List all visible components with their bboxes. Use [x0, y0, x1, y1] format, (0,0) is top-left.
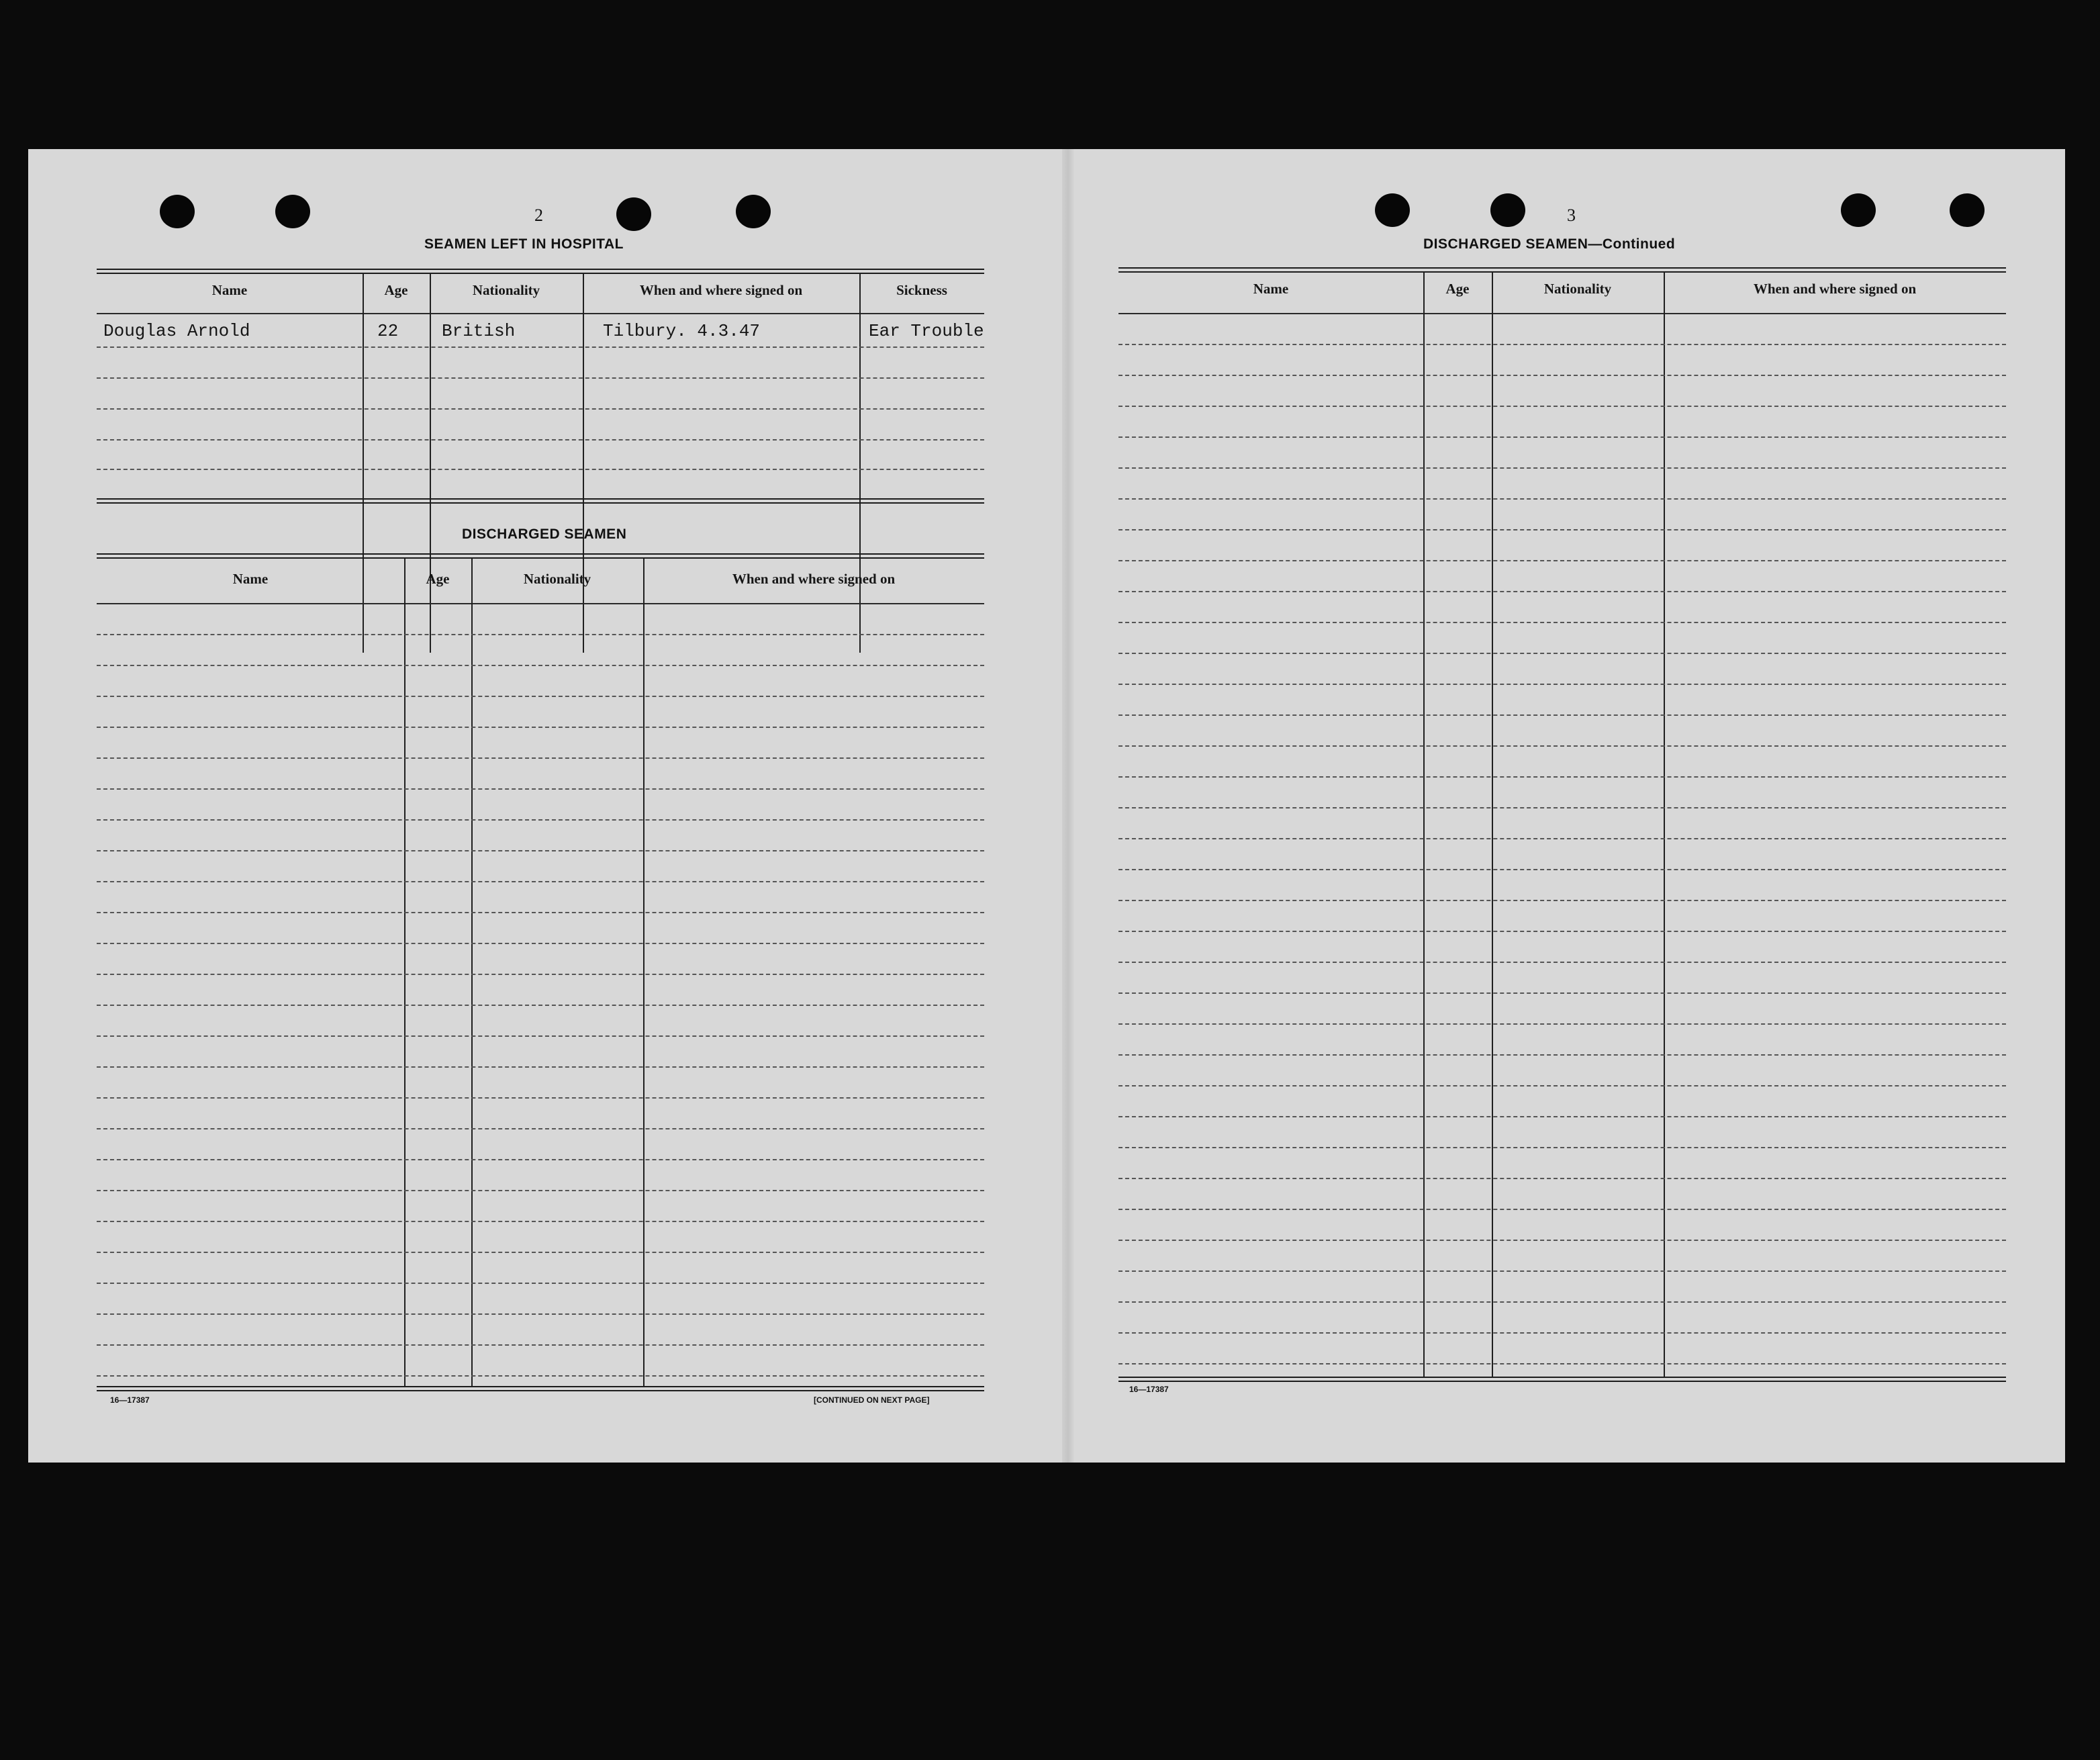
- col-header-nationality: Nationality: [472, 282, 540, 298]
- row-rule: [97, 1097, 984, 1099]
- row-rule: [1118, 529, 2006, 530]
- row-rule: [97, 1190, 984, 1191]
- row-rule: [97, 1313, 984, 1315]
- row-rule: [1118, 992, 2006, 994]
- section-title-discharged-continued: DISCHARGED SEAMEN—Continued: [1423, 236, 1676, 252]
- row-rule: [1118, 714, 2006, 716]
- row-rule: [97, 634, 984, 635]
- row-rule: [1118, 1178, 2006, 1179]
- row-rule: [1118, 1209, 2006, 1210]
- cell-signed-on: Tilbury. 4.3.47: [603, 321, 761, 341]
- row-rule: [97, 788, 984, 790]
- page-fold: [1062, 149, 1074, 1463]
- row-rule: [1118, 1240, 2006, 1241]
- page-number: 3: [1567, 205, 1576, 225]
- header-rule: [97, 313, 984, 314]
- row-rule: [97, 439, 984, 441]
- row-rule: [1118, 591, 2006, 592]
- row-rule: [1118, 406, 2006, 407]
- row-rule: [1118, 807, 2006, 808]
- row-rule: [1118, 838, 2006, 839]
- continued-note: [CONTINUED ON NEXT PAGE]: [814, 1395, 930, 1405]
- row-rule: [97, 819, 984, 821]
- cell-nationality: British: [442, 321, 516, 341]
- punch-hole: [736, 195, 771, 228]
- row-rule: [1118, 436, 2006, 438]
- row-rule: [97, 1128, 984, 1129]
- table-top-rule: [97, 269, 984, 270]
- col-header-age: Age: [384, 282, 408, 298]
- row-rule: [97, 850, 984, 851]
- row-rule: [1118, 1054, 2006, 1056]
- row-rule: [1118, 1363, 2006, 1364]
- punch-hole: [275, 195, 310, 228]
- column-divider: [363, 273, 364, 653]
- row-rule: [97, 727, 984, 728]
- row-rule: [97, 943, 984, 944]
- table-top-rule: [97, 553, 984, 555]
- table-top-rule: [1118, 267, 2006, 269]
- punch-hole: [1950, 193, 1985, 227]
- row-rule: [97, 346, 984, 348]
- row-rule: [97, 1344, 984, 1346]
- header-rule: [97, 603, 984, 604]
- row-rule: [1118, 1270, 2006, 1272]
- row-rule: [97, 1035, 984, 1037]
- row-rule: [1118, 622, 2006, 623]
- col-header-name: Name: [232, 571, 269, 587]
- punch-hole: [616, 197, 651, 231]
- row-rule: [97, 912, 984, 913]
- row-rule: [97, 377, 984, 379]
- row-rule: [1118, 344, 2006, 345]
- row-rule: [1118, 684, 2006, 685]
- col-header-sickness: Sickness: [896, 282, 947, 298]
- row-rule: [97, 1221, 984, 1222]
- document-sheet: [28, 149, 2065, 1463]
- section-title-hospital: SEAMEN LEFT IN HOSPITAL: [424, 236, 624, 252]
- form-code: 16—17387: [1129, 1385, 1169, 1394]
- col-header-age: Age: [426, 571, 450, 587]
- column-divider: [859, 273, 861, 653]
- row-rule: [1118, 1085, 2006, 1086]
- table-bottom-rule: [97, 1386, 984, 1387]
- row-rule: [97, 1005, 984, 1006]
- row-rule: [1118, 498, 2006, 500]
- col-header-name: Name: [1253, 281, 1289, 297]
- column-divider: [430, 273, 431, 653]
- col-header-name: Name: [211, 282, 248, 298]
- page-number: 2: [534, 205, 543, 225]
- row-rule: [97, 469, 984, 470]
- row-rule: [97, 1066, 984, 1068]
- column-divider: [404, 559, 405, 1386]
- table-bottom-rule: [97, 498, 984, 500]
- punch-hole: [1841, 193, 1876, 227]
- row-rule: [97, 881, 984, 882]
- row-rule: [1118, 375, 2006, 376]
- cell-age: 22: [377, 321, 399, 341]
- row-rule: [97, 665, 984, 666]
- cell-name: Douglas Arnold: [103, 321, 250, 341]
- punch-hole: [1375, 193, 1410, 227]
- col-header-signed-on: When and where signed on: [732, 571, 896, 587]
- section-title-discharged: DISCHARGED SEAMEN: [462, 526, 627, 542]
- column-divider: [583, 273, 584, 653]
- row-rule: [1118, 962, 2006, 963]
- header-rule: [1118, 313, 2006, 314]
- row-rule: [97, 974, 984, 975]
- row-rule: [1118, 560, 2006, 561]
- row-rule: [97, 1159, 984, 1160]
- row-rule: [1118, 745, 2006, 747]
- column-divider: [643, 559, 645, 1386]
- punch-hole: [1490, 193, 1525, 227]
- row-rule: [1118, 1332, 2006, 1334]
- row-rule: [1118, 931, 2006, 932]
- punch-hole: [160, 195, 195, 228]
- col-header-signed-on: When and where signed on: [639, 282, 803, 298]
- row-rule: [1118, 1023, 2006, 1025]
- col-header-nationality: Nationality: [523, 571, 591, 587]
- row-rule: [1118, 1301, 2006, 1303]
- row-rule: [97, 1252, 984, 1253]
- row-rule: [97, 696, 984, 697]
- row-rule: [1118, 467, 2006, 469]
- col-header-signed-on: When and where signed on: [1753, 281, 1917, 297]
- row-rule: [97, 1283, 984, 1284]
- column-divider: [471, 559, 473, 1386]
- row-rule: [1118, 1116, 2006, 1117]
- row-rule: [97, 408, 984, 410]
- cell-sickness: Ear Trouble: [869, 321, 984, 341]
- row-rule: [1118, 1147, 2006, 1148]
- row-rule: [1118, 900, 2006, 901]
- col-header-nationality: Nationality: [1543, 281, 1612, 297]
- row-rule: [97, 757, 984, 759]
- row-rule: [1118, 869, 2006, 870]
- row-rule: [97, 1375, 984, 1377]
- form-code: 16—17387: [110, 1395, 150, 1405]
- row-rule: [1118, 653, 2006, 654]
- row-rule: [1118, 776, 2006, 778]
- table-bottom-rule: [1118, 1377, 2006, 1378]
- col-header-age: Age: [1445, 281, 1470, 297]
